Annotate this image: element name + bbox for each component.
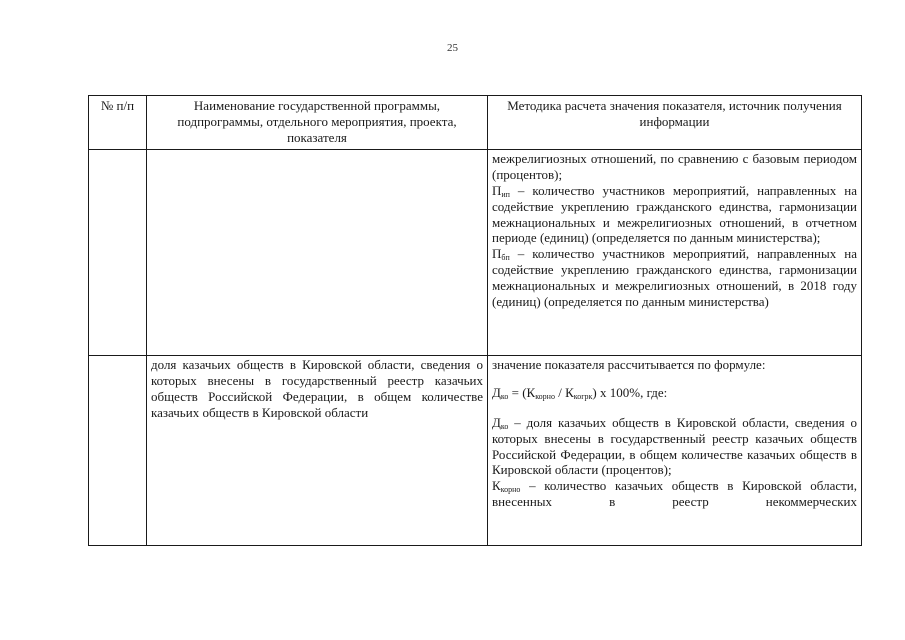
- variable-definition: $Д_{ко}$ – доля казачьих обществ в Кировской области, сведения о которых внесены в государственный реестр казачьих обществ Российской Федерации, в общем количестве казачьих обществ в Кировской области (процентов);: [492, 414, 857, 478]
- variable-definition: $П_{ип}$ – количество участников мероприятий, направленных на содействие укреплению гражданского единства, гармонизации межнациональных и межрелигиозных отношений, в отчетном периоде (единиц) (определяется по данным министерства);: [492, 182, 857, 246]
- table-header-row: [89, 96, 862, 150]
- row-methodology-cell: [488, 356, 862, 546]
- variable-definition: $П_{бп}$ – количество участников мероприятий, направленных на содействие укреплению гражданского единства, гармонизации межнациональных и межрелигиозных отношений, в 2018 году (единиц) (определяется по данным министерства): [492, 246, 857, 309]
- header-number-column: № п/п: [89, 96, 147, 150]
- table-row: [89, 150, 862, 356]
- table-row: [89, 356, 862, 546]
- formula: $Д_{ко} = (К_{корно} / К_{когрк})$ х 100%, где:: [492, 385, 668, 402]
- methodology-intro: значение показателя рассчитывается по формуле:: [492, 357, 766, 373]
- indicator-methodology-table: [88, 95, 862, 546]
- page-number: 25: [447, 42, 458, 54]
- row-name-cell: [147, 150, 488, 356]
- row-methodology-cell: [488, 150, 862, 356]
- methodology-text: межрелигиозных отношений, по сравнению с базовым периодом (процентов);: [492, 151, 857, 183]
- row-number-cell: [89, 356, 147, 546]
- header-methodology-column: Методика расчета значения показателя, источник получения информации: [488, 96, 862, 150]
- row-number-cell: [89, 150, 147, 356]
- row-name-cell: [147, 356, 488, 546]
- header-name-column: Наименование государственной программы, подпрограммы, отдельного мероприятия, проекта, показателя: [147, 96, 488, 150]
- indicator-name: доля казачьих обществ в Кировской области, сведения о которых внесены в государственный реестр казачьих обществ Российской Федерации, в общем количестве казачьих обществ в Кировской области: [151, 357, 483, 420]
- variable-definition: $К_{корно}$ – количество казачьих обществ в Кировской области, внесенных в реестр некоммерческих: [492, 478, 857, 509]
